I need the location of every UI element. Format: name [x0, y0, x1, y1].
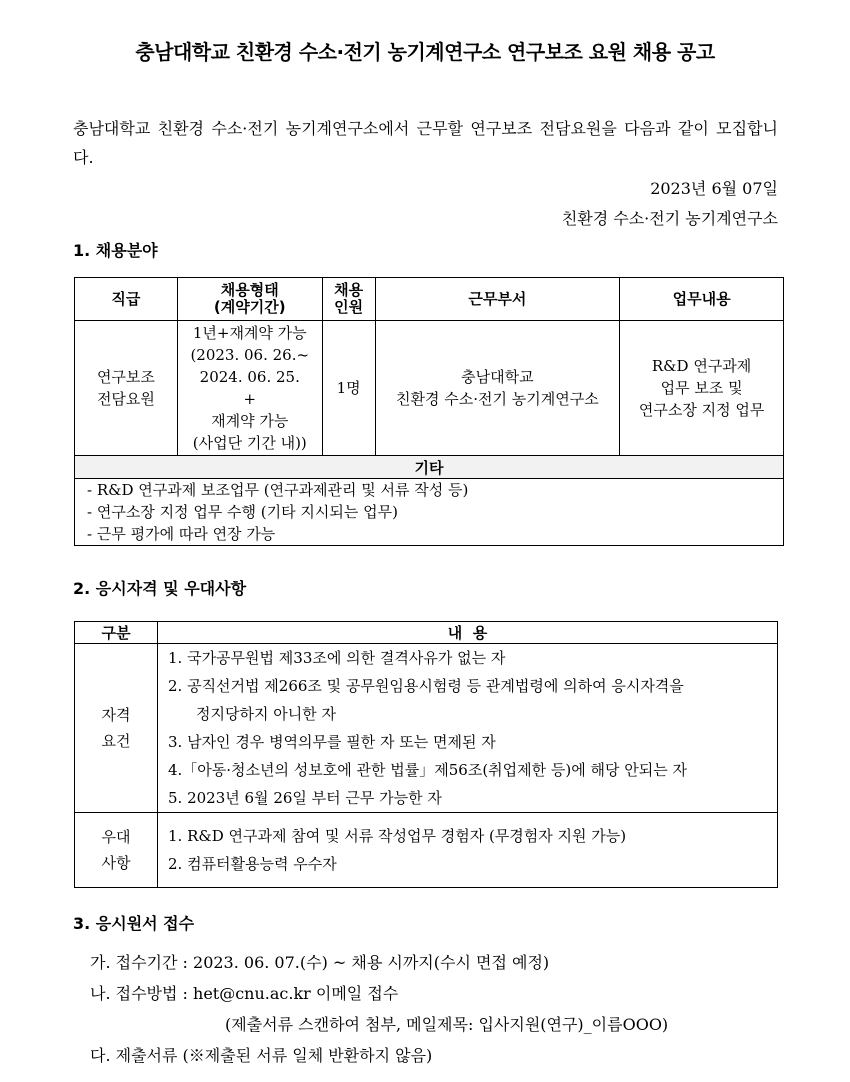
cell-preference-label: 우대 사항 — [75, 813, 158, 888]
application-method-note: (제출서류 스캔하여 첨부, 메일제목: 입사지원(연구)_이름OOO) — [225, 1015, 669, 1034]
announcement-date: 2023년 6월 07일 — [650, 179, 778, 198]
recruitment-table — [74, 277, 784, 546]
cell-rank: 연구보조 전담요원 — [75, 321, 178, 456]
issuing-organization: 친환경 수소·전기 농기계연구소 — [561, 209, 778, 228]
cell-preference-content — [158, 813, 778, 888]
header-employment-type: 채용형태 (계약기간) — [177, 278, 322, 321]
cell-qualification-content — [158, 644, 778, 813]
header-headcount: 채용 인원 — [322, 278, 375, 321]
list-item: 1. R&D 연구과제 참여 및 서류 작성업무 경험자 (무경험자 지원 가능) — [168, 827, 627, 845]
table-header-row — [75, 622, 778, 644]
etc-cell — [75, 479, 784, 546]
cell-headcount: 1명 — [322, 321, 375, 456]
list-item: 2. 컴퓨터활용능력 우수자 — [168, 855, 337, 873]
intro-paragraph: 충남대학교 친환경 수소·전기 농기계연구소에서 근무할 연구보조 전담요원을 다음과 같이 모집합니다. — [73, 119, 778, 167]
list-item: 2. 공직선거법 제266조 및 공무원임용시험령 등 관계법령에 의하여 응시자격을 — [168, 677, 684, 695]
etc-row — [75, 479, 784, 546]
cell-employment-type: 1년+재계약 가능 (2023. 06. 26.~ 2024. 06. 25. + 재계약 가능 (사업단 기간 내)) — [177, 321, 322, 456]
section-heading-application: 3. 응시원서 접수 — [73, 914, 195, 933]
header-category: 구분 — [75, 622, 158, 644]
table-row — [75, 813, 778, 888]
list-item: 1. 국가공무원법 제33조에 의한 결격사유가 없는 자 — [168, 649, 506, 667]
required-documents: 다. 제출서류 (※제출된 서류 일체 반환하지 않음) — [90, 1046, 433, 1065]
etc-header: 기타 — [75, 456, 784, 479]
cell-duty: R&D 연구과제 업무 보조 및 연구소장 지정 업무 — [620, 321, 784, 456]
etc-header-row — [75, 456, 784, 479]
header-duty: 업무내용 — [620, 278, 784, 321]
header-department: 근무부서 — [375, 278, 620, 321]
cell-department: 충남대학교 친환경 수소·전기 농기계연구소 — [375, 321, 620, 456]
qualifications-table — [74, 621, 778, 888]
list-item: 4.「아동·청소년의 성보호에 관한 법률」제56조(취업제한 등)에 해당 안되는 자 — [168, 761, 687, 779]
cell-qualification-label: 자격 요건 — [75, 644, 158, 813]
header-content: 내 용 — [158, 622, 778, 644]
application-method: 나. 접수방법 : het@cnu.ac.kr 이메일 접수 — [90, 984, 399, 1003]
list-item: 3. 남자인 경우 병역의무를 필한 자 또는 면제된 자 — [168, 733, 496, 751]
list-item: 정지당하지 아니한 자 — [196, 705, 336, 723]
section-heading-qualifications: 2. 응시자격 및 우대사항 — [73, 579, 247, 598]
table-row — [75, 321, 784, 456]
list-item: - 근무 평가에 따라 연장 가능 — [87, 525, 276, 543]
list-item: - R&D 연구과제 보조업무 (연구과제관리 및 서류 작성 등) — [87, 481, 469, 499]
table-header-row — [75, 278, 784, 321]
list-item: 5. 2023년 6월 26일 부터 근무 가능한 자 — [168, 789, 442, 807]
application-period: 가. 접수기간 : 2023. 06. 07.(수) ~ 채용 시까지(수시 면접 예정) — [90, 953, 550, 972]
section-heading-recruitment-field: 1. 채용분야 — [73, 241, 158, 260]
page-title: 충남대학교 친환경 수소·전기 농기계연구소 연구보조 요원 채용 공고 — [135, 40, 715, 64]
table-row — [75, 644, 778, 813]
header-rank: 직급 — [75, 278, 178, 321]
list-item: - 연구소장 지정 업무 수행 (기타 지시되는 업무) — [87, 503, 398, 521]
